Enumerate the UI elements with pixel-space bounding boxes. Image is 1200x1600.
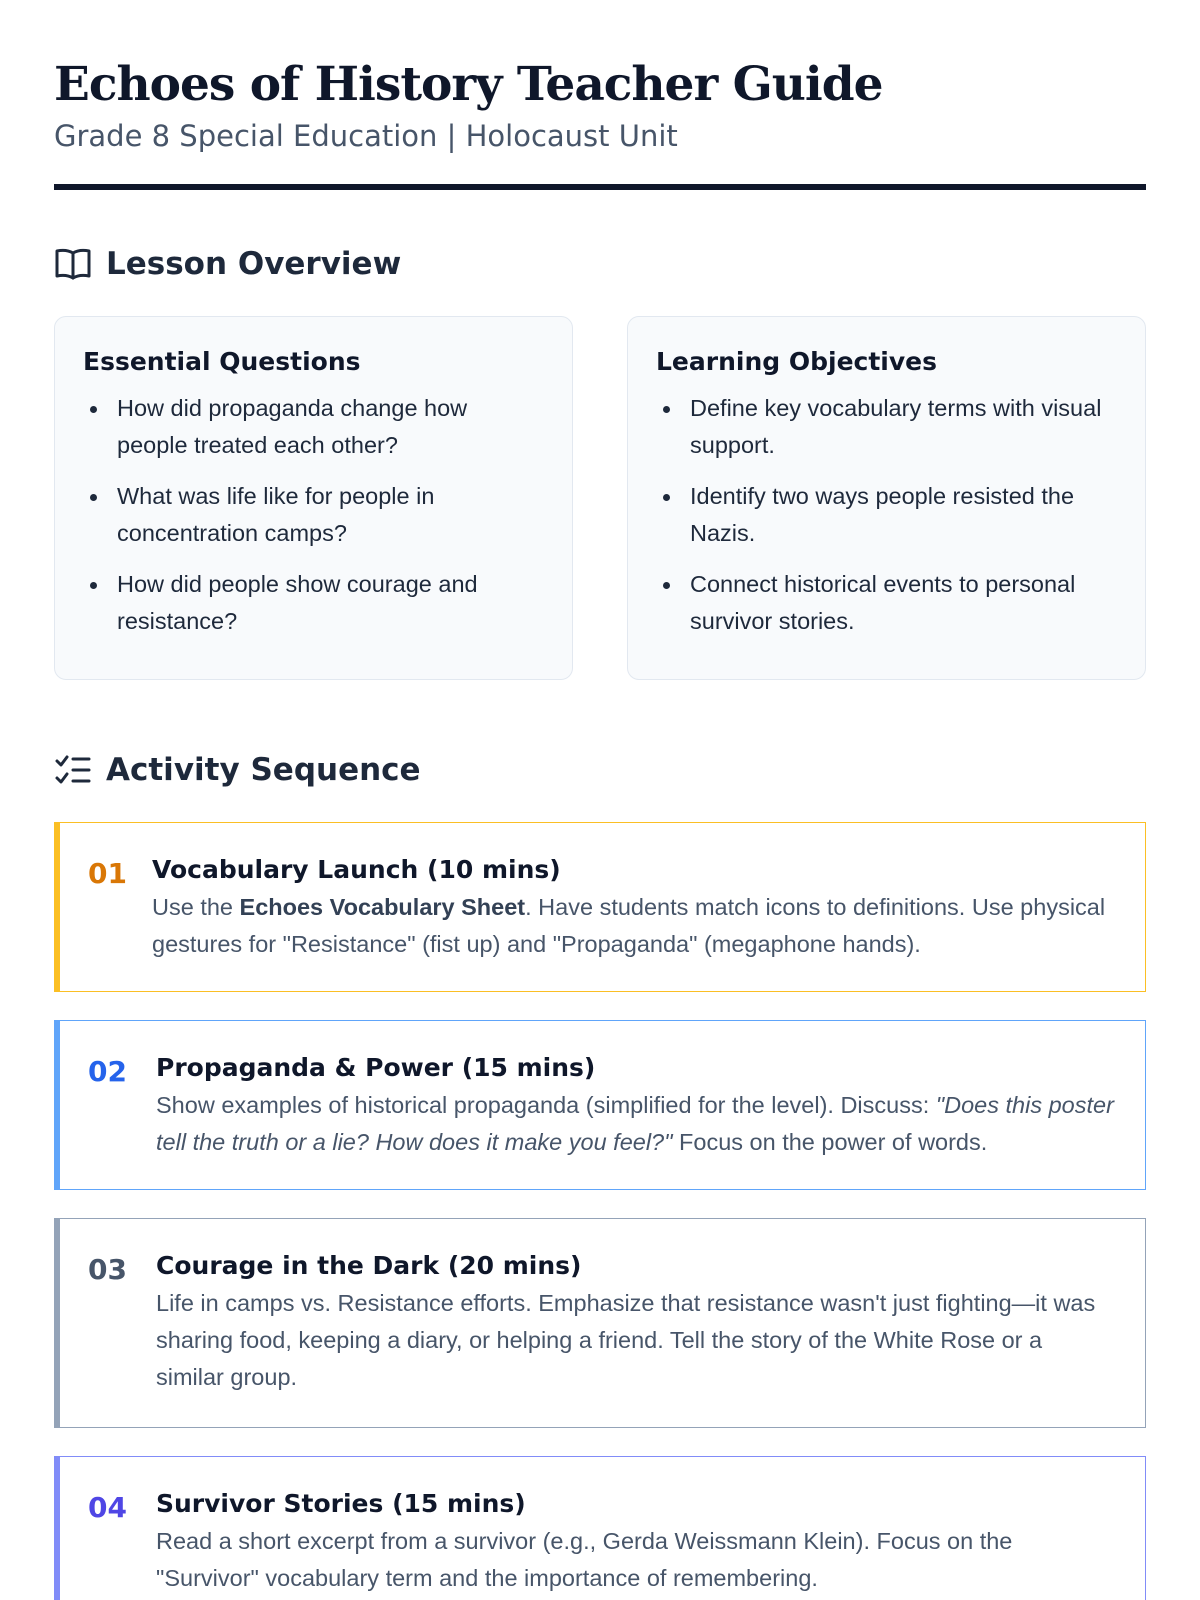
section-title: Activity Sequence bbox=[106, 752, 421, 788]
activity-number: 01 bbox=[88, 857, 127, 890]
checklist-icon bbox=[54, 753, 92, 787]
overview-cards bbox=[54, 316, 1146, 680]
list-item: Define key vocabulary terms with visual support. bbox=[656, 390, 1117, 464]
discussion-question: "Does this poster tell the truth or a lie? How does it make you feel?" bbox=[156, 1092, 1114, 1155]
activity-number: 04 bbox=[88, 1491, 127, 1524]
list-item: Connect historical events to personal survivor stories. bbox=[656, 566, 1117, 640]
resource-name: Echoes Vocabulary Sheet bbox=[239, 894, 526, 920]
description-text: . Have students match icons to definitions. Use physical gestures for "Resistance" (fist up) and "Propaganda" (megaphone hands). bbox=[152, 894, 1106, 957]
card-title: Essential Questions bbox=[83, 347, 361, 376]
activity-number: 02 bbox=[88, 1055, 127, 1088]
page-title: Echoes of History Teacher Guide bbox=[54, 57, 883, 112]
activity-title: Vocabulary Launch (10 mins) bbox=[152, 855, 561, 884]
activity-body bbox=[152, 851, 1115, 965]
activity-description: Life in camps vs. Resistance efforts. Emphasize that resistance wasn't just fighting—it was sharing food, keeping a diary, or helping a friend. Tell the story of the White Rose or a similar group. bbox=[156, 1290, 1096, 1390]
activity-number: 03 bbox=[88, 1253, 127, 1286]
learning-objectives-card bbox=[627, 316, 1146, 680]
learning-objectives-list bbox=[656, 390, 1117, 640]
description-text: Focus on the power of words. bbox=[672, 1129, 988, 1155]
activity-title: Survivor Stories (15 mins) bbox=[156, 1489, 526, 1518]
description-text: Show examples of historical propaganda (simplified for the level). Discuss: bbox=[156, 1092, 936, 1118]
header-divider bbox=[54, 184, 1146, 190]
list-item: Identify two ways people resisted the Nazis. bbox=[656, 478, 1117, 552]
activity-body bbox=[156, 1485, 1115, 1600]
activity-title: Courage in the Dark (20 mins) bbox=[156, 1251, 582, 1280]
book-open-icon bbox=[54, 247, 92, 281]
description-text: Use the bbox=[152, 894, 240, 920]
section-title: Lesson Overview bbox=[106, 246, 402, 282]
activity-description bbox=[156, 1087, 1115, 1161]
activity-title: Propaganda & Power (15 mins) bbox=[156, 1053, 596, 1082]
activity-body bbox=[156, 1049, 1115, 1163]
activity-list bbox=[54, 822, 1146, 1600]
list-item: How did people show courage and resistance? bbox=[83, 566, 544, 640]
activity-description bbox=[152, 889, 1115, 963]
activity-body bbox=[156, 1247, 1115, 1401]
activity-description: Read a short excerpt from a survivor (e.g., Gerda Weissmann Klein). Focus on the "Survivor" vocabulary term and the importance of remembering. bbox=[156, 1528, 1013, 1591]
activity-item bbox=[54, 822, 1146, 992]
activity-item bbox=[54, 1456, 1146, 1600]
activity-item bbox=[54, 1020, 1146, 1190]
essential-questions-card bbox=[54, 316, 573, 680]
essential-questions-list bbox=[83, 390, 544, 640]
card-title: Learning Objectives bbox=[656, 347, 937, 376]
page-subtitle: Grade 8 Special Education | Holocaust Unit bbox=[54, 119, 678, 153]
list-item: What was life like for people in concentration camps? bbox=[83, 478, 544, 552]
list-item: How did propaganda change how people treated each other? bbox=[83, 390, 544, 464]
activity-item bbox=[54, 1218, 1146, 1428]
lesson-overview-heading bbox=[54, 246, 1146, 282]
activity-sequence-heading bbox=[54, 752, 1146, 788]
